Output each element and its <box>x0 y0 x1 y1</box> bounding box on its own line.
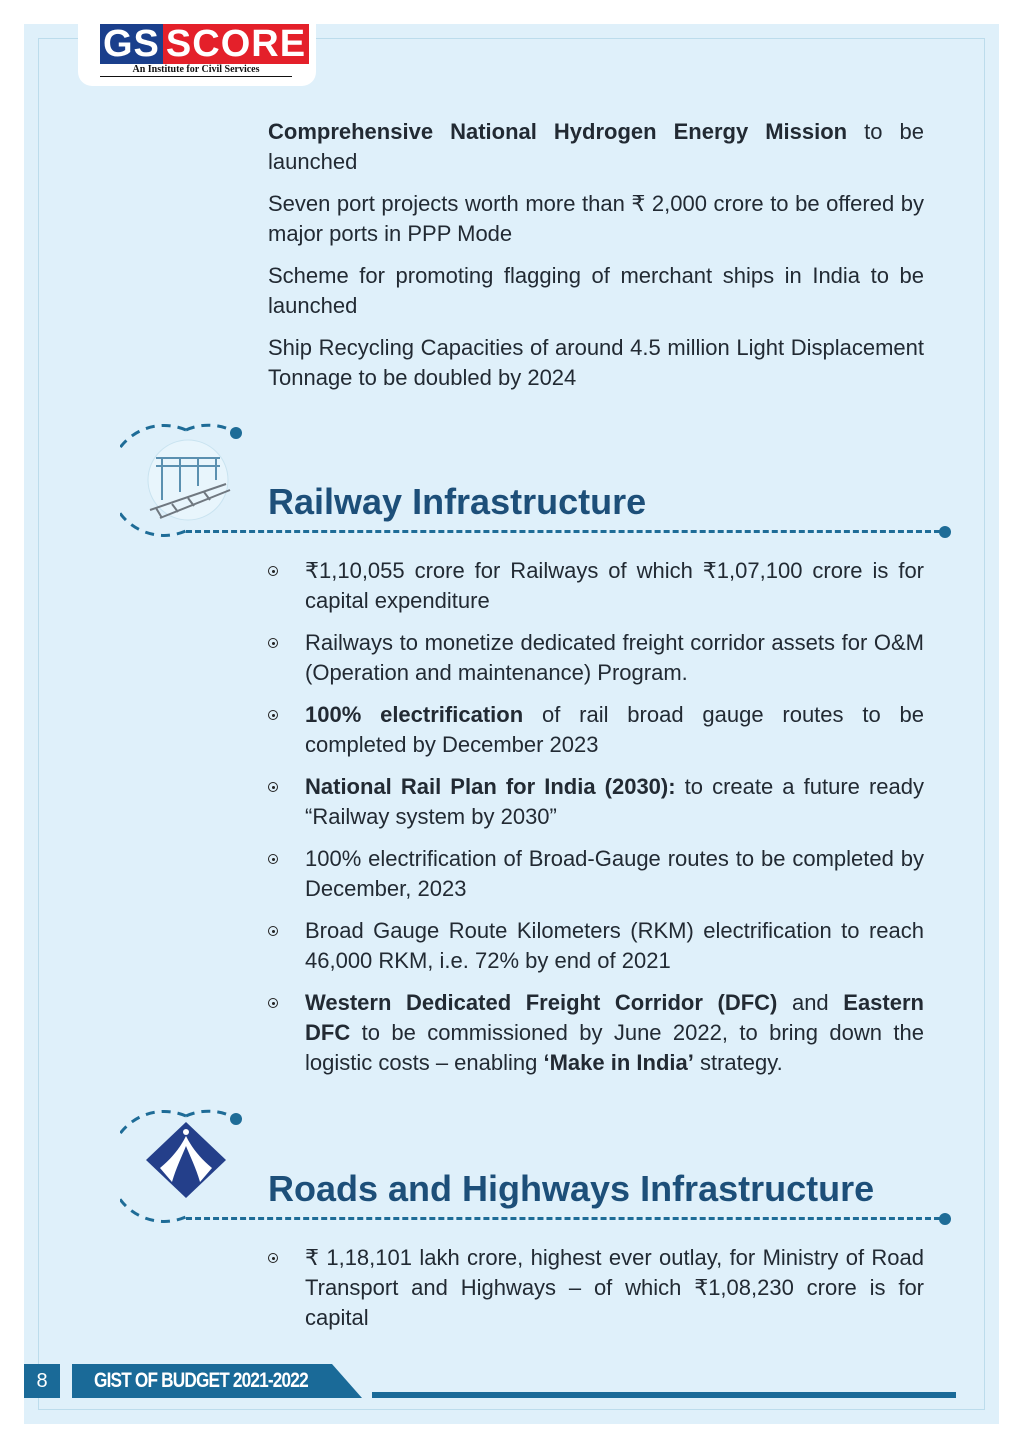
item-text: ₹ 1,18,101 lakh crore, highest ever outlay, for Ministry of Road Transport and Highways – of which ₹1,08,230 crore is for capital <box>305 1245 924 1330</box>
page-number: 8 <box>24 1364 60 1398</box>
railway-item <box>268 628 924 688</box>
railway-item <box>268 700 924 760</box>
highway-road-icon <box>120 1086 250 1226</box>
bullet-icon <box>268 854 278 864</box>
roads-item <box>268 1243 924 1333</box>
logo-tagline: An Institute for Civil Services <box>100 64 292 77</box>
item-bold-text: ‘Make in India’ <box>543 1050 694 1075</box>
intro-point-text: Ship Recycling Capacities of around 4.5 million Light Displacement Tonnage to be doubled by 2024 <box>268 335 924 390</box>
intro-point-text: Scheme for promoting flagging of merchant ships in India to be launched <box>268 263 924 318</box>
bullet-icon <box>268 1253 278 1263</box>
railway-list <box>268 556 924 1078</box>
item-text: Broad Gauge Route Kilometers (RKM) electrification to reach 46,000 RKM, i.e. 72% by end of 2021 <box>305 918 924 973</box>
railway-item <box>268 916 924 976</box>
railway-item <box>268 988 924 1078</box>
logo-score: SCORE <box>163 24 309 64</box>
roads-section-title: Roads and Highways Infrastructure <box>268 1168 875 1209</box>
intro-point <box>268 333 924 393</box>
roads-divider <box>186 1217 940 1220</box>
item-text: ₹1,10,055 crore for Railways of which ₹1,07,100 crore is for capital expenditure <box>305 558 924 613</box>
bullet-icon <box>268 638 278 648</box>
item-text: to create a future ready “Railway system by 2030” <box>305 774 924 829</box>
bullet-icon <box>268 926 278 936</box>
item-text: Railways to monetize dedicated freight corridor assets for O&M (Operation and maintenance) Program. <box>305 630 924 685</box>
railway-item <box>268 556 924 616</box>
bullet-icon <box>268 782 278 792</box>
item-text: of rail broad gauge routes to be completed by December 2023 <box>305 702 924 757</box>
railway-divider-dot <box>939 526 951 538</box>
item-text: strategy. <box>693 1050 783 1075</box>
roads-list <box>268 1243 924 1333</box>
footer-rule <box>372 1392 956 1398</box>
intro-point-text: Seven port projects worth more than ₹ 2,000 crore to be offered by major ports in PPP Mode <box>268 191 924 246</box>
intro-points <box>268 117 924 393</box>
bullet-icon <box>268 566 278 576</box>
item-bold-text: Eastern DFC <box>305 990 924 1045</box>
item-bold-text: National Rail Plan for India (2030): <box>305 774 676 799</box>
railway-divider <box>186 530 940 533</box>
intro-point-text: to be launched <box>268 119 925 174</box>
item-text: 100% electrification of Broad-Gauge routes to be completed by December, 2023 <box>305 846 924 901</box>
bullet-icon <box>268 710 278 720</box>
intro-point <box>268 117 924 177</box>
railway-track-icon <box>120 400 250 540</box>
item-bold-text: Western Dedicated Freight Corridor (DFC) <box>305 990 778 1015</box>
brand-logo <box>100 24 309 64</box>
roads-divider-dot <box>939 1213 951 1225</box>
railway-item <box>268 844 924 904</box>
item-text: and <box>777 990 844 1015</box>
railway-item <box>268 772 924 832</box>
item-text: to be commissioned by June 2022, to bring down the logistic costs – enabling <box>305 1020 924 1075</box>
intro-point <box>268 189 924 249</box>
logo-gs: GS <box>100 24 163 64</box>
intro-point <box>268 261 924 321</box>
bullet-icon <box>268 998 278 1008</box>
item-bold-text: 100% electrification <box>305 702 524 727</box>
intro-point-bold: Comprehensive National Hydrogen Energy Mission <box>268 119 848 144</box>
railway-section-title: Railway Infrastructure <box>268 481 647 522</box>
footer-title: GIST OF BUDGET 2021-2022 <box>94 1369 308 1392</box>
